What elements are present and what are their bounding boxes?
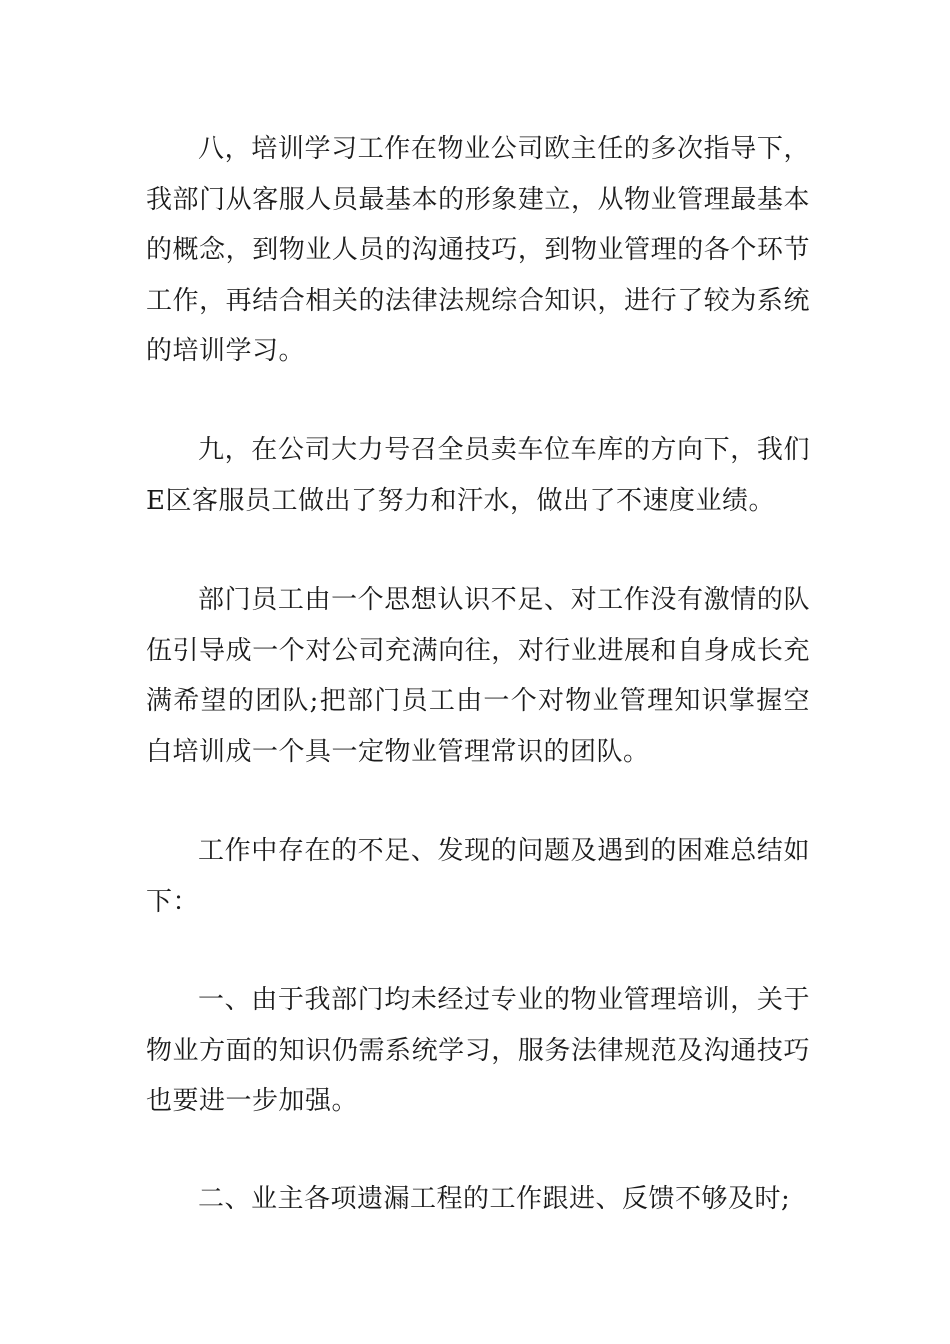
paragraph-issue-one: 一、由于我部门均未经过专业的物业管理培训，关于物业方面的知识仍需系统学习，服务法律规范及沟通技巧也要进一步加强。 xyxy=(146,985,810,1116)
paragraph-shortcomings-intro: 工作中存在的不足、发现的问题及遇到的困难总结如下： xyxy=(146,836,810,917)
paragraph-parking-sales: 九，在公司大力号召全员卖车位车库的方向下，我们E区客服员工做出了努力和汗水，做出了不速度业绩。 xyxy=(146,435,810,516)
paragraph-issue-two: 二、业主各项遗漏工程的工作跟进、反馈不够及时; xyxy=(198,1184,791,1214)
paragraph-team-growth: 部门员工由一个思想认识不足、对工作没有激情的队伍引导成一个对公司充满向往，对行业进展和自身成长充满希望的团队;把部门员工由一个对物业管理知识掌握空白培训成一个具一定物业管理常识的团队。 xyxy=(146,585,810,767)
paragraph-training: 八，培训学习工作在物业公司欧主任的多次指导下，我部门从客服人员最基本的形象建立，从物业管理最基本的概念，到物业人员的沟通技巧，到物业管理的各个环节工作，再结合相关的法律法规综合知识，进行了较为系统的培训学习。 xyxy=(146,134,810,366)
